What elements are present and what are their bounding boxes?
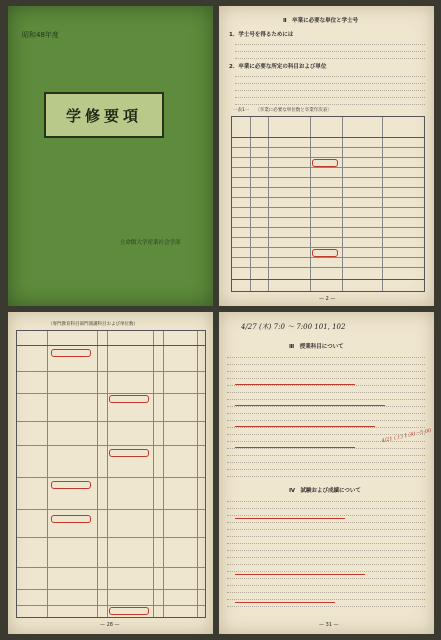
red-underline	[235, 384, 355, 385]
red-underline	[235, 602, 335, 603]
cover-title-box	[44, 92, 164, 138]
paragraph-required-credits	[235, 71, 425, 106]
cover-year: 昭和48年度	[22, 31, 59, 39]
handwritten-note: 4/27 (木) 7:0 ～ 7:00 101, 102	[241, 323, 346, 331]
cover-publisher: 立命館大学産業社会学部	[120, 240, 181, 246]
highlight-box	[109, 449, 149, 457]
red-underline	[235, 447, 355, 448]
table-title: 〔卒業に必要な単位数と卒業年次表〕	[255, 108, 332, 113]
highlight-box	[312, 249, 338, 257]
red-underline	[235, 574, 365, 575]
heading-required-credits: 2．卒業に必要な所定の科目および単位	[229, 64, 327, 70]
course-table	[16, 330, 206, 618]
section-title: Ⅲ 授業科目について	[289, 344, 344, 350]
red-underline	[235, 405, 385, 406]
highlight-box	[51, 515, 91, 523]
heading-degree: 1．学士号を得るためには	[229, 32, 294, 38]
page-requirements	[219, 6, 434, 306]
red-underline	[235, 426, 375, 427]
highlight-box	[51, 481, 91, 489]
paragraph-exams	[227, 496, 425, 608]
page-course-rules	[219, 312, 434, 634]
heading-exams: Ⅳ 試験および成績について	[289, 488, 361, 494]
page-number: — 31 —	[319, 622, 339, 628]
paragraph-degree	[235, 39, 425, 60]
page-course-table	[8, 312, 213, 634]
highlight-box	[109, 395, 149, 403]
table-number: 一表1一	[233, 108, 250, 113]
credit-table	[231, 116, 425, 292]
booklet-cover	[8, 6, 213, 306]
highlight-box	[51, 349, 91, 357]
paragraph-courses	[227, 352, 425, 478]
highlight-box	[109, 607, 149, 615]
highlight-box	[312, 159, 338, 167]
table-caption: （専門教育科目部門開講科目および単位数）	[48, 322, 138, 327]
section-title: Ⅱ 卒業に必要な単位と学士号	[283, 18, 359, 24]
margin-note: 4/21 (土) 1:30～5:00	[381, 427, 433, 445]
cover-title: 学修要項	[65, 106, 142, 125]
page-number: — 28 —	[100, 622, 120, 628]
page-number: — 2 —	[319, 296, 336, 302]
red-underline	[235, 518, 345, 519]
table-caption	[233, 108, 332, 114]
